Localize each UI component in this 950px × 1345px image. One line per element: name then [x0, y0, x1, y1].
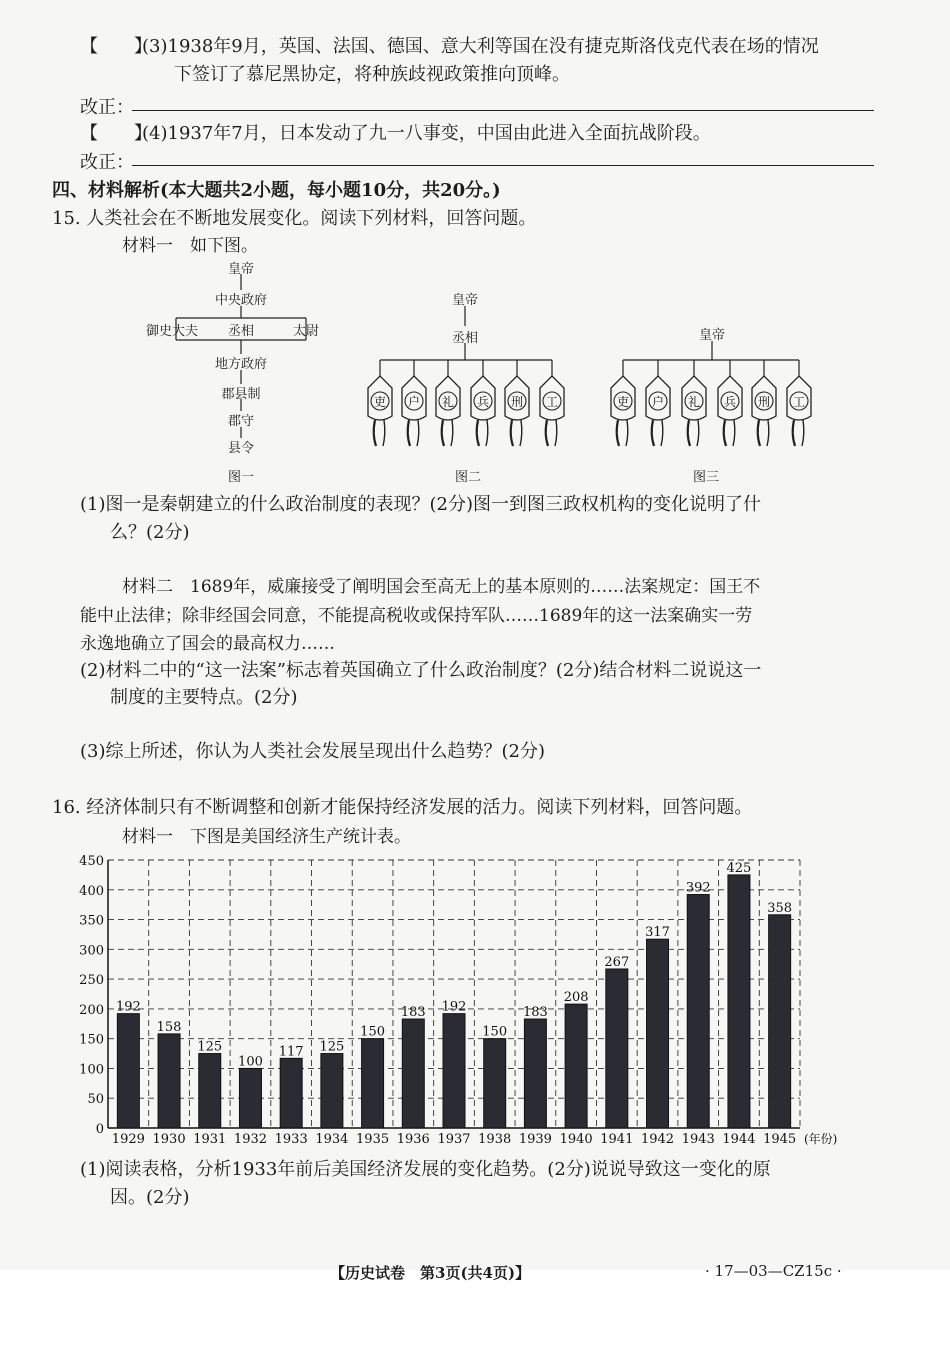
fig3-ministry-6	[787, 360, 811, 446]
svg-text:兵: 兵	[476, 395, 490, 409]
svg-text:刑: 刑	[757, 395, 771, 409]
q16-sub1-line1: (1)阅读表格，分析1933年前后美国经济发展的变化趋势。(2分)说说导致这一变化的原	[80, 1159, 771, 1180]
q16-sub1-line2: 因。(2分)	[110, 1187, 190, 1208]
q15-sub1-line2: 么？(2分)	[110, 522, 190, 543]
x-tick-label-1934: 1934	[315, 1132, 349, 1147]
fig2-ministry-3	[436, 360, 460, 446]
bar-1935	[362, 1039, 384, 1128]
bar-1944	[728, 875, 750, 1128]
fig1-caption: 图一	[227, 470, 255, 485]
bar-1932	[239, 1068, 261, 1128]
bar-1938	[484, 1039, 506, 1128]
x-tick-label-1937: 1937	[437, 1132, 471, 1147]
x-tick-label-1945: 1945	[763, 1132, 797, 1147]
fig1-right: 太尉	[292, 324, 320, 339]
fig2-ministry-4	[471, 360, 495, 446]
fig2-emperor: 皇帝	[451, 293, 479, 308]
y-tick-label: 0	[95, 1122, 104, 1137]
bar-1937	[443, 1014, 465, 1128]
fig3-ministry-3	[682, 360, 706, 446]
x-tick-label-1932: 1932	[233, 1132, 268, 1147]
data-label-1933: 117	[278, 1044, 304, 1060]
data-label-1941: 267	[604, 954, 630, 970]
fig3-caption: 图三	[692, 470, 720, 485]
fig2-caption: 图二	[454, 470, 482, 485]
x-tick-label-1935: 1935	[356, 1132, 390, 1147]
bar-1934	[321, 1054, 343, 1128]
x-tick-label-1929: 1929	[111, 1132, 145, 1147]
bar-1942	[647, 939, 669, 1128]
figure-diagrams	[0, 0, 950, 490]
fig3-ministry-1	[611, 360, 635, 446]
svg-text:兵: 兵	[723, 395, 737, 409]
q15-sub1-line1: (1)图一是秦朝建立的什么政治制度的表现？(2分)图一到图三政权机构的变化说明了什	[80, 494, 761, 515]
bar-1933	[280, 1058, 302, 1128]
svg-text:刑: 刑	[510, 395, 524, 409]
bar-1936	[402, 1019, 424, 1128]
bar-1931	[199, 1054, 221, 1128]
svg-text:工: 工	[545, 395, 559, 409]
x-tick-label-1940: 1940	[559, 1132, 593, 1147]
q14-item3-line2: 下签订了慕尼黑协定，将种族歧视政策推向顶峰。	[174, 64, 570, 85]
q14-item4-line1: (4)1937年7月，日本发动了九一八事变，中国由此进入全面抗战阶段。	[142, 123, 711, 144]
fig1-prefect: 郡守	[227, 414, 255, 429]
data-label-1945: 358	[767, 900, 793, 916]
q15-sub2-line1: (2)材料二中的“这一法案”标志着英国确立了什么政治制度？(2分)结合材料二说说这一	[80, 660, 762, 681]
footer-right: · 17—03—CZ15c ·	[705, 1262, 842, 1280]
data-label-1932: 100	[238, 1054, 263, 1070]
q15-material2-line3: 永逸地确立了国会的最高权力……	[80, 634, 335, 654]
y-tick-label: 300	[79, 943, 104, 959]
x-tick-label-1936: 1936	[396, 1132, 430, 1147]
us-production-bar-chart	[60, 848, 860, 1148]
fig1-emperor: 皇帝	[227, 262, 255, 277]
fig1-mid: 丞相	[227, 324, 255, 339]
x-tick-label-1941: 1941	[600, 1132, 634, 1147]
q16-stem: 16. 经济体制只有不断调整和创新才能保持经济发展的活力。阅读下列材料，回答问题。	[52, 797, 753, 818]
data-label-1935: 150	[360, 1024, 386, 1040]
data-label-1936: 183	[400, 1005, 426, 1021]
fig3-ministry-2	[646, 360, 670, 446]
q15-stem: 15. 人类社会在不断地发展变化。阅读下列材料，回答问题。	[52, 208, 537, 229]
q14-item3-line1: (3)1938年9月，英国、法国、德国、意大利等国在没有捷克斯洛伐克代表在场的情况	[142, 36, 819, 57]
x-tick-label-1939: 1939	[518, 1132, 552, 1147]
svg-text:户: 户	[407, 395, 421, 409]
q16-material1-label: 材料一 下图是美国经济生产统计表。	[122, 827, 411, 847]
data-label-1929: 192	[115, 999, 141, 1015]
svg-text:户: 户	[651, 395, 665, 409]
fig1-local: 地方政府	[214, 357, 268, 372]
y-tick-label: 150	[79, 1032, 104, 1048]
data-label-1930: 158	[156, 1019, 182, 1035]
y-tick-label: 450	[79, 854, 104, 869]
q15-sub3: (3)综上所述，你认为人类社会发展呈现出什么趋势？(2分)	[80, 741, 545, 762]
data-label-1938: 150	[482, 1024, 508, 1040]
y-tick-label: 400	[79, 883, 104, 899]
bar-1943	[687, 895, 709, 1128]
x-tick-label-1931: 1931	[193, 1132, 227, 1147]
fig2-ministry-6	[540, 360, 564, 446]
ministry-figures	[368, 360, 811, 446]
q15-material2-line1: 材料二 1689年，威廉接受了阐明国会至高无上的基本原则的……法案规定：国王不	[122, 577, 761, 597]
q15-sub2-line2: 制度的主要特点。(2分)	[110, 687, 298, 708]
q14-item4-bracket: 【 】	[80, 123, 152, 144]
fig2-ministry-5	[505, 360, 529, 446]
q15-material1-label: 材料一 如下图。	[122, 236, 258, 256]
fig1-system: 郡县制	[221, 387, 261, 402]
data-label-1944: 425	[726, 860, 752, 876]
section4-heading: 四、材料解析(本大题共2小题，每小题10分，共20分。)	[52, 180, 501, 201]
fig2-ministry-2	[402, 360, 426, 446]
fig3-ministry-4	[718, 360, 742, 446]
x-tick-label-1933: 1933	[274, 1132, 308, 1147]
data-label-1942: 317	[645, 925, 670, 941]
data-label-1940: 208	[563, 990, 589, 1006]
q15-material2-line2: 能中止法律；除非经国会同意，不能提高税收或保持军队……1689年的这一法案确实一劳	[80, 606, 753, 626]
svg-text:礼: 礼	[687, 395, 701, 409]
x-tick-label-1944: 1944	[722, 1132, 756, 1147]
q14-fix-label-3: 改正：	[80, 97, 134, 118]
y-tick-label: 350	[79, 913, 104, 929]
x-tick-label-1930: 1930	[152, 1132, 186, 1147]
y-tick-label: 200	[79, 1002, 104, 1018]
svg-text:吏: 吏	[373, 395, 387, 409]
fig1-magistrate: 县令	[227, 441, 255, 456]
fig1-left: 御史大夫	[145, 324, 199, 339]
bar-1940	[565, 1004, 587, 1128]
fig2-ministry-1	[368, 360, 392, 446]
x-tick-label-1938: 1938	[478, 1132, 512, 1147]
x-axis-label: (年份)	[804, 1132, 838, 1146]
data-label-1939: 183	[522, 1005, 548, 1021]
svg-text:吏: 吏	[616, 395, 630, 409]
svg-text:礼: 礼	[441, 395, 455, 409]
data-label-1937: 192	[441, 999, 467, 1015]
fig3-ministry-5	[752, 360, 776, 446]
fig2-chancellor: 丞相	[451, 331, 479, 346]
q14-item3-bracket: 【 】	[80, 36, 152, 57]
svg-text:工: 工	[792, 395, 806, 409]
footer-left: 【历史试卷 第3页(共4页)】	[330, 1264, 531, 1282]
y-tick-label: 100	[79, 1062, 104, 1078]
x-tick-label-1942: 1942	[640, 1132, 675, 1147]
data-label-1943: 392	[685, 880, 711, 896]
y-tick-label: 50	[87, 1092, 104, 1108]
bar-1941	[606, 969, 628, 1128]
y-tick-label: 250	[79, 973, 104, 989]
data-label-1934: 125	[319, 1039, 345, 1055]
bar-1945	[769, 915, 791, 1128]
fig3-emperor: 皇帝	[698, 328, 726, 343]
fig1-central: 中央政府	[214, 293, 268, 308]
bar-1930	[158, 1034, 180, 1128]
q14-fix-label-4: 改正：	[80, 152, 134, 173]
bar-1929	[117, 1014, 139, 1128]
bar-1939	[524, 1019, 546, 1128]
data-label-1931: 125	[197, 1039, 223, 1055]
x-tick-label-1943: 1943	[681, 1132, 715, 1147]
